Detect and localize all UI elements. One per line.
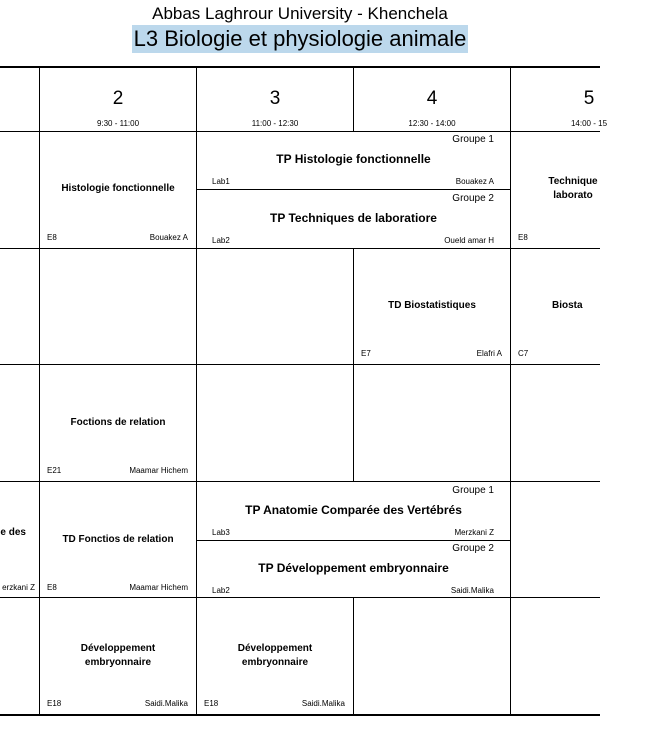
- column-time: 14:00 - 15: [570, 119, 608, 128]
- course-room: C7: [518, 349, 529, 358]
- tp-teacher: Bouakez A: [455, 177, 494, 186]
- course-room: E18: [204, 699, 219, 708]
- course-room: E8: [518, 233, 528, 242]
- course-teacher: Maamar Hichem: [129, 466, 188, 475]
- course-room: E18: [47, 699, 62, 708]
- course-title: Foctions de relation: [70, 417, 166, 428]
- program-title: L3 Biologie et physiologie animale: [133, 26, 467, 51]
- course-title: e des: [0, 527, 26, 538]
- course-teacher: Saidi.Malika: [301, 699, 345, 708]
- course-room: E8: [47, 583, 57, 592]
- tp-teacher: Saidi.Malika: [450, 586, 494, 595]
- group-label: Groupe 2: [452, 543, 494, 554]
- column-time: 11:00 - 12:30: [251, 119, 299, 128]
- course-title: Développement embryonnaire: [80, 643, 156, 668]
- course-teacher: Saidi.Malika: [144, 699, 188, 708]
- tp-title: TP Histologie fonctionnelle: [276, 152, 431, 166]
- tp-title: TP Développement embryonnaire: [258, 561, 449, 575]
- course-title: TD Fonctios de relation: [62, 534, 174, 545]
- course-teacher: Bouakez A: [149, 233, 188, 242]
- tp-teacher: Oueld amar H: [444, 236, 494, 245]
- tp-room: Lab1: [212, 177, 230, 186]
- column-number: 5: [583, 88, 595, 109]
- column-number: 4: [426, 88, 438, 109]
- course-room: E7: [361, 349, 371, 358]
- course-title: Histologie fonctionnelle: [61, 183, 175, 194]
- column-time: 12:30 - 14:00: [408, 119, 456, 128]
- column-number: 3: [269, 88, 281, 109]
- course-teacher: Maamar Hichem: [129, 583, 188, 592]
- course-title: TD Biostatistiques: [388, 300, 476, 311]
- tp-room: Lab3: [212, 528, 230, 537]
- course-teacher: Elafri A: [476, 349, 502, 358]
- course-teacher: erzkani Z: [2, 583, 35, 592]
- tp-room: Lab2: [212, 586, 230, 595]
- university-name: Abbas Laghrour University - Khenchela: [152, 4, 448, 23]
- group-label: Groupe 2: [452, 193, 494, 204]
- course-title: Technique laborato: [548, 176, 598, 201]
- group-label: Groupe 1: [452, 134, 494, 145]
- group-label: Groupe 1: [452, 485, 494, 496]
- column-time: 9:30 - 11:00: [96, 119, 140, 128]
- tp-teacher: Merzkani Z: [454, 528, 494, 537]
- course-room: E8: [47, 233, 57, 242]
- course-title: Développement embryonnaire: [237, 643, 313, 668]
- tp-title: TP Anatomie Comparée des Vertébrés: [245, 503, 462, 517]
- course-title: Biosta: [552, 300, 583, 311]
- tp-room: Lab2: [212, 236, 230, 245]
- column-number: 2: [112, 88, 124, 109]
- course-room: E21: [47, 466, 62, 475]
- tp-title: TP Techniques de laboratiore: [270, 211, 437, 225]
